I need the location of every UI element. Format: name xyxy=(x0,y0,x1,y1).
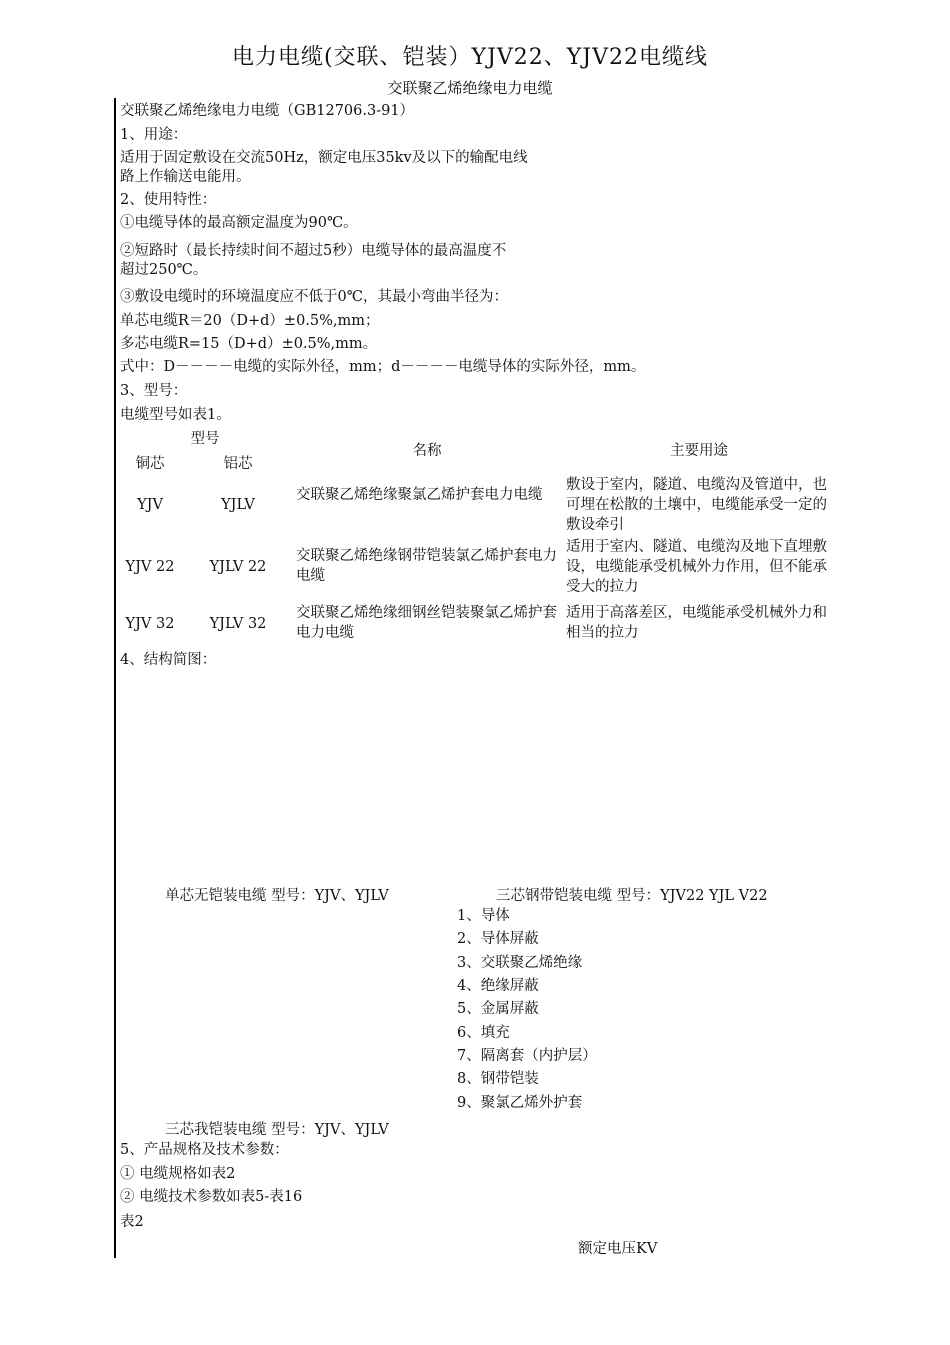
legend-item: 3、交联聚乙烯绝缘 xyxy=(457,955,583,971)
spec-item-1: ① 电缆规格如表2 xyxy=(120,1166,236,1182)
caption-three-core-unarmored: 三芯我铠装电缆 型号：YJV、YJLV xyxy=(165,1122,389,1138)
property-1: ①电缆导体的最高额定温度为90℃。 xyxy=(120,215,358,231)
standard-heading: 交联聚乙烯绝缘电力电缆（GB12706.3-91） xyxy=(120,103,415,119)
legend-item: 7、隔离套（内护层） xyxy=(457,1048,597,1064)
header-copper: 铜芯 xyxy=(135,456,165,472)
table-row-1-copper: YJV xyxy=(137,497,163,513)
bend-radius-single: 单芯电缆R＝20（D+d）±0.5%,mm； xyxy=(120,313,380,329)
bend-radius-multi: 多芯电缆R=15（D+d）±0.5%,mm。 xyxy=(120,336,378,352)
table-2-label: 表2 xyxy=(120,1214,144,1230)
table-row-2-name: 交联聚乙烯绝缘钢带铠装氯乙烯护套电力电缆 xyxy=(296,548,557,584)
legend-item: 5、金属屏蔽 xyxy=(457,1001,539,1017)
table-1-intro: 电缆型号如表1。 xyxy=(120,407,231,423)
legend-item: 6、填充 xyxy=(457,1025,510,1041)
formula-note: 式中：D－－－－电缆的实际外径，mm；d－－－－电缆导体的实际外径，mm。 xyxy=(120,359,646,375)
property-2-line-1: ②短路时（最长持续时间不超过5秒）电缆导体的最高温度不 xyxy=(120,243,507,259)
header-name: 名称 xyxy=(412,443,442,459)
property-2-line-2: 超过250℃。 xyxy=(120,262,208,278)
section-2-heading: 2、使用特性： xyxy=(120,192,217,208)
table-row-2-use: 适用于室内、隧道、电缆沟及地下直埋敷设，电缆能承受机械外力作用，但不能承受大的拉力 xyxy=(566,539,827,595)
section-1-heading: 1、用途： xyxy=(120,127,188,143)
table-row-3-use: 适用于高落差区，电缆能承受机械外力和相当的拉力 xyxy=(566,605,827,641)
header-aluminum: 铝芯 xyxy=(223,456,253,472)
table-row-3-name: 交联聚乙烯绝缘细钢丝铠装聚氯乙烯护套电力电缆 xyxy=(296,605,557,641)
legend-item: 4、绝缘屏蔽 xyxy=(457,978,539,994)
table-row-1-name: 交联聚乙烯绝缘聚氯乙烯护套电力电缆 xyxy=(296,487,543,503)
usage-text-line-2: 路上作输送电能用。 xyxy=(120,169,251,185)
table-row-3-aluminum: YJLV 32 xyxy=(209,616,267,632)
page-subtitle: 交联聚乙烯绝缘电力电缆 xyxy=(387,79,553,97)
section-4-heading: 4、结构简图： xyxy=(120,652,217,668)
section-5-heading: 5、产品规格及技术参数： xyxy=(120,1142,289,1158)
property-3: ③敷设电缆时的环境温度应不低于0℃，其最小弯曲半径为： xyxy=(120,289,508,305)
header-use: 主要用途 xyxy=(670,443,728,459)
legend-item: 1、导体 xyxy=(457,908,510,924)
usage-text-line-1: 适用于固定敷设在交流50Hz，额定电压35kv及以下的输配电线 xyxy=(120,150,528,166)
header-model: 型号 xyxy=(190,431,220,447)
caption-three-core-armored: 三芯钢带铠装电缆 型号：YJV22 YJL V22 xyxy=(496,888,768,904)
rated-voltage-header: 额定电压KV xyxy=(578,1241,658,1257)
legend-item: 9、聚氯乙烯外护套 xyxy=(457,1095,583,1111)
section-3-heading: 3、型号： xyxy=(120,383,188,399)
table-row-3-copper: YJV 32 xyxy=(125,616,175,632)
table-row-1-aluminum: YJLV xyxy=(221,497,255,513)
table-row-2-copper: YJV 22 xyxy=(125,559,175,575)
left-border-rule xyxy=(114,98,116,1258)
spec-item-2: ② 电缆技术参数如表5-表16 xyxy=(120,1189,303,1205)
caption-single-core: 单芯无铠装电缆 型号：YJV、YJLV xyxy=(165,888,389,904)
page-title: 电力电缆(交联、铠装）YJV22、YJV22电缆线 xyxy=(231,45,709,70)
legend-item: 8、钢带铠装 xyxy=(457,1071,539,1087)
table-row-1-use: 敷设于室内，隧道、电缆沟及管道中，也可埋在松散的土壤中，电缆能承受一定的敷设牵引 xyxy=(566,477,827,533)
table-row-2-aluminum: YJLV 22 xyxy=(209,559,267,575)
legend-item: 2、导体屏蔽 xyxy=(457,931,539,947)
